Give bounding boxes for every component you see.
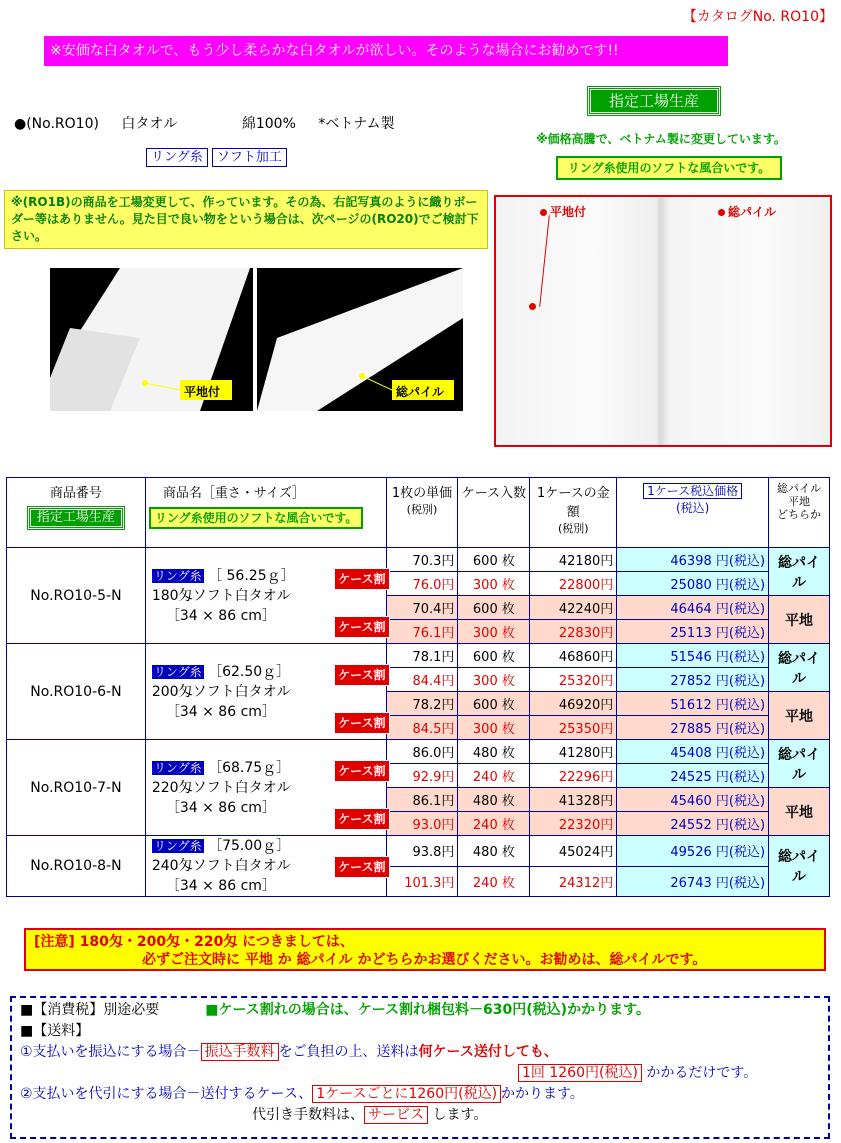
taxin-price: 25080 円(税込) [617, 572, 769, 596]
case-amount: 22320円 [530, 812, 617, 836]
shipping-heading: ■【送料】 [20, 1023, 90, 1039]
product-origin: *ベトナム製 [318, 116, 395, 132]
product-code: No.RO10-5-N [7, 548, 146, 644]
case-amount: 46920円 [530, 692, 617, 716]
payment-transfer-fee: 1回 1260円(税込) かかるだけです。 [20, 1063, 820, 1084]
factory-change-warning: ※(RO1B)の商品を工場変更して、作っています。その為、右記写真のように織りボーダー等はありません。見た目で良い物をという場合は、次ページの(RO20)でご検討下さい。 [4, 190, 488, 249]
pile-type: 総パイル [769, 644, 830, 692]
ring-thread-label: リング糸 [153, 839, 202, 853]
taxin-price: 51612 円(税込) [617, 692, 769, 716]
unit-price: 76.1円 [386, 620, 458, 644]
case-break-tag: ケース割 [334, 568, 389, 590]
towel-closeup-photo [494, 195, 832, 447]
taxin-price: 27852 円(税込) [617, 668, 769, 692]
marker-dot-icon [529, 303, 536, 310]
product-code: No.RO10-6-N [7, 644, 146, 740]
case-qty: 240 枚 [458, 866, 530, 897]
flat-label: 平地付 [184, 385, 221, 399]
case-amount: 25350円 [530, 716, 617, 740]
product-material: 綿100% [241, 116, 296, 132]
header-unit: 1枚の単価 (税別) [386, 478, 458, 548]
closeup-flat-label: 平地付 [540, 203, 586, 220]
header-amount: 1ケースの金額 (税別) [530, 478, 617, 548]
unit-price: 84.4円 [386, 668, 458, 692]
marker-dot-icon [718, 209, 725, 216]
product-description: リング糸 ［75.00ｇ］ 240匁ソフト白タオル ［34 × 86 cm］ ケース割 [145, 836, 386, 897]
product-description: リング糸 ［68.75ｇ］ 220匁ソフト白タオル ［34 × 86 cm］ ケース割 ケース割 [145, 740, 386, 836]
case-amount: 22800円 [530, 572, 617, 596]
case-break-tag: ケース割 [334, 760, 389, 782]
case-qty: 300 枚 [458, 716, 530, 740]
soft-feel-badge: リング糸使用のソフトな風合いです。 [556, 156, 782, 180]
case-qty: 480 枚 [458, 836, 530, 867]
product-code: No.RO10-8-N [7, 836, 146, 897]
case-amount: 45024円 [530, 836, 617, 867]
payment-transfer: ①支払いを振込にする場合－ 振込手数料 をご負担の上、送料は何ケース送付しても、 [20, 1044, 558, 1060]
soft-finish-tag: ソフト加工 [212, 148, 287, 167]
case-amount: 42180円 [530, 548, 617, 572]
product-description: リング糸 ［ 56.25ｇ］ 180匁ソフト白タオル ［34 × 86 cm］ ケース割 ケース割 [145, 548, 386, 644]
factory-badge: 指定工場生産 [588, 87, 720, 115]
unit-price: 86.1円 [386, 788, 458, 812]
pile-label: 総パイル [396, 385, 445, 399]
case-amount: 41280円 [530, 740, 617, 764]
price-table [6, 477, 830, 897]
case-qty: 600 枚 [458, 596, 530, 620]
unit-price: 70.3円 [386, 548, 458, 572]
case-qty: 300 枚 [458, 668, 530, 692]
header-taxin: 1ケース税込価格 (税込) [617, 478, 769, 548]
header-name: 商品名［重さ・サイズ］ リング糸使用のソフトな風合いです。 [145, 478, 386, 548]
taxin-price: 24552 円(税込) [617, 812, 769, 836]
unit-price: 92.9円 [386, 764, 458, 788]
taxin-price: 24525 円(税込) [617, 764, 769, 788]
ring-thread-label: リング糸 [153, 568, 202, 583]
marker-dot-icon [540, 209, 547, 216]
taxin-price: 51546 円(税込) [617, 644, 769, 668]
case-break-tag: ケース割 [334, 664, 389, 686]
case-qty: 300 枚 [458, 620, 530, 644]
unit-price: 93.0円 [386, 812, 458, 836]
header-kind: 総パイル 平地 どちらか [769, 478, 830, 548]
unit-price: 78.2円 [386, 692, 458, 716]
case-amount: 42240円 [530, 596, 617, 620]
payment-cod: ②支払いを代引にする場合－送付するケース、 1ケースごとに1260円(税込) かかります。 [20, 1086, 584, 1102]
taxin-price: 27885 円(税込) [617, 716, 769, 740]
case-qty: 300 枚 [458, 572, 530, 596]
ring-thread-label: リング糸 [153, 760, 202, 775]
taxin-price: 49526 円(税込) [617, 836, 769, 867]
soft-feel-badge-small: リング糸使用のソフトな風合いです。 [149, 507, 364, 529]
table-row [7, 548, 830, 572]
case-qty: 480 枚 [458, 740, 530, 764]
pile-type: 総パイル [769, 740, 830, 788]
header-case: ケース入数 [458, 478, 530, 548]
case-break-tag: ケース割 [334, 712, 389, 734]
product-code: No.RO10-7-N [7, 740, 146, 836]
case-amount: 46860円 [530, 644, 617, 668]
case-qty: 480 枚 [458, 788, 530, 812]
case-qty: 600 枚 [458, 692, 530, 716]
unit-price: 84.5円 [386, 716, 458, 740]
terms-box [10, 996, 830, 1139]
header-code: 商品番号 指定工場生産 [7, 478, 146, 548]
taxin-price: 26743 円(税込) [617, 866, 769, 897]
ring-thread-tag: リング糸 [146, 148, 208, 167]
table-row [7, 836, 830, 867]
case-break-tag: ケース割 [334, 616, 389, 638]
case-amount: 22296円 [530, 764, 617, 788]
feature-tags [146, 146, 287, 165]
product-description: リング糸 ［62.50ｇ］ 200匁ソフト白タオル ［34 × 86 cm］ ケース割 ケース割 [145, 644, 386, 740]
case-amount: 41328円 [530, 788, 617, 812]
ring-thread-label: リング糸 [153, 664, 202, 679]
case-break-tag: ケース割 [334, 808, 389, 830]
product-number: ●(No.RO10) [14, 116, 99, 132]
tax-note: ■【消費税】別途必要 [20, 1002, 160, 1018]
case-qty: 600 枚 [458, 644, 530, 668]
product-line [14, 113, 413, 133]
case-fee-note: ■ケース割れの場合は、ケース割れ梱包料－630円(税込)かかります。 [205, 1002, 650, 1018]
unit-price: 86.0円 [386, 740, 458, 764]
unit-price: 101.3円 [386, 866, 458, 897]
case-qty: 600 枚 [458, 548, 530, 572]
unit-price: 78.1円 [386, 644, 458, 668]
pile-type: 平地 [769, 788, 830, 836]
taxin-price: 45460 円(税込) [617, 788, 769, 812]
case-amount: 24312円 [530, 866, 617, 897]
catalog-number: 【カタログNo. RO10】 [682, 9, 833, 25]
towel-photo-flat [50, 268, 253, 411]
case-qty: 240 枚 [458, 764, 530, 788]
cod-fee: 代引き手数料は、 サービス します。 [252, 1107, 488, 1123]
towel-photo-pile [257, 268, 463, 411]
closeup-pile-label: 総パイル [718, 203, 776, 220]
unit-price: 70.4円 [386, 596, 458, 620]
towel-flat-image [50, 268, 253, 411]
taxin-price: 46398 円(税込) [617, 548, 769, 572]
attention-note: [注意] 180匁・200匁・220匁 につきましては、 必ずご注文時に 平地 か 総パイル かどちらかお選びください。お勧めは、総パイルです。 [24, 928, 826, 971]
case-amount: 22830円 [530, 620, 617, 644]
unit-price: 93.8円 [386, 836, 458, 867]
pile-type: 平地 [769, 596, 830, 644]
taxin-price: 25113 円(税込) [617, 620, 769, 644]
pile-type: 平地 [769, 692, 830, 740]
table-row [7, 644, 830, 668]
price-note: ※価格高騰で、ベトナム製に変更しています。 [536, 132, 786, 146]
case-break-tag: ケース割 [334, 856, 389, 878]
pile-type: 総パイル [769, 836, 830, 897]
table-row [7, 740, 830, 764]
pile-type: 総パイル [769, 548, 830, 596]
case-amount: 25320円 [530, 668, 617, 692]
factory-badge-small: 指定工場生産 [28, 507, 124, 529]
unit-price: 76.0円 [386, 572, 458, 596]
taxin-price: 46464 円(税込) [617, 596, 769, 620]
product-name: 白タオル [121, 116, 178, 132]
taxin-price: 45408 円(税込) [617, 740, 769, 764]
case-qty: 240 枚 [458, 812, 530, 836]
recommend-banner: ※安価な白タオルで、もう少し柔らかな白タオルが欲しい。そのような場合にお勧めです!! [44, 36, 728, 66]
